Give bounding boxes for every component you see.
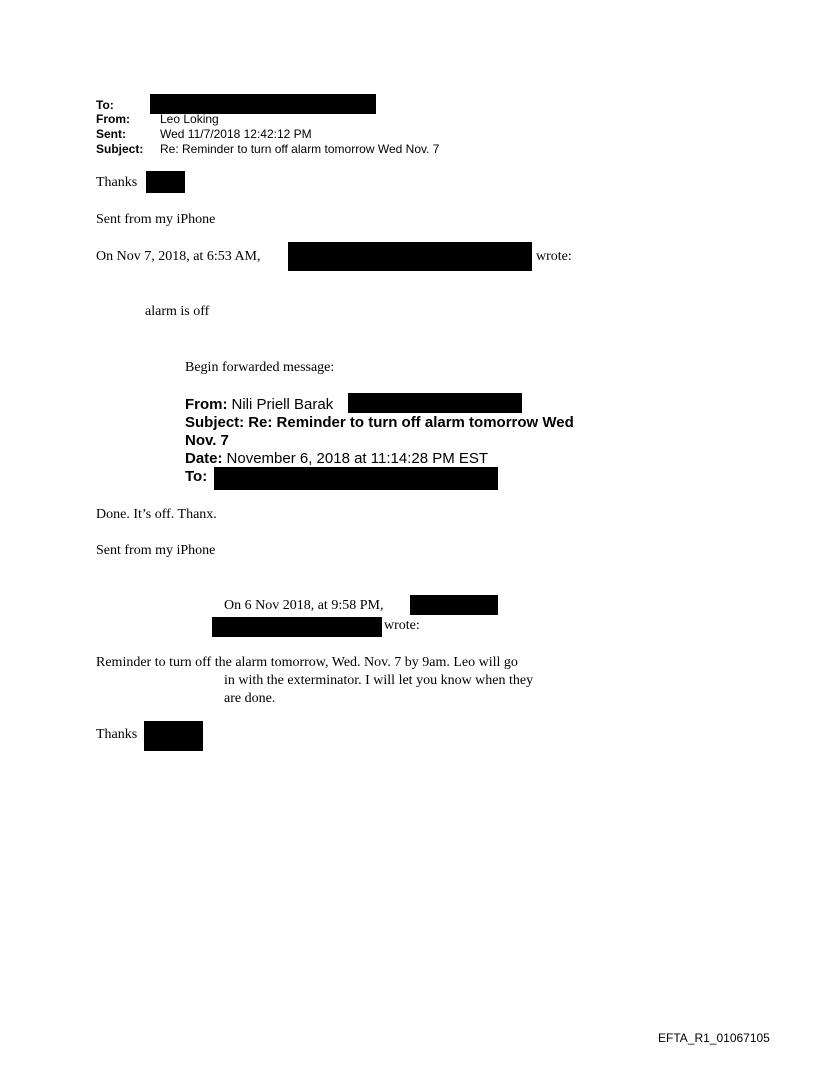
reminder-line-3: are done. bbox=[224, 691, 276, 706]
forwarded-from-value: Nili Priell Barak bbox=[231, 396, 334, 413]
begin-forwarded-text: Begin forwarded message: bbox=[185, 360, 335, 375]
header-from-label: From: bbox=[96, 112, 130, 126]
redaction-to bbox=[150, 94, 376, 114]
redaction-thanks-name-1 bbox=[146, 171, 185, 193]
redaction-sender-2-name bbox=[410, 595, 498, 615]
header-sent-label: Sent: bbox=[96, 127, 126, 141]
header-to-label: To: bbox=[96, 98, 114, 112]
wrote-text-2: wrote: bbox=[384, 618, 420, 633]
wrote-text-1: wrote: bbox=[536, 249, 572, 264]
redaction-forwarded-from-email bbox=[348, 393, 522, 413]
redaction-thanks-name-2 bbox=[144, 721, 203, 751]
header-subject-label: Subject: bbox=[96, 142, 144, 156]
forwarded-subject-value-1: Re: Reminder to turn off alarm tomorrow Wed bbox=[248, 414, 574, 431]
thanks-text-2: Thanks bbox=[96, 727, 138, 742]
forwarded-subject-value-2: Nov. 7 bbox=[185, 432, 229, 449]
forwarded-subject-line bbox=[185, 414, 574, 432]
forwarded-date-label: Date: bbox=[185, 450, 223, 467]
redaction-forwarded-to bbox=[214, 467, 498, 490]
redaction-sender-1 bbox=[288, 242, 532, 271]
on-date-line-1: On Nov 7, 2018, at 6:53 AM, bbox=[96, 249, 261, 264]
forwarded-from-line bbox=[185, 396, 333, 414]
forwarded-date-line bbox=[185, 450, 488, 468]
header-from-value: Leo Loking bbox=[160, 112, 219, 126]
thanks-text-1: Thanks bbox=[96, 175, 138, 190]
redaction-sender-2-email bbox=[212, 617, 382, 637]
sent-from-iphone-2: Sent from my iPhone bbox=[96, 543, 216, 558]
reminder-line-1: Reminder to turn off the alarm tomorrow, Wed. Nov. 7 by 9am. Leo will go bbox=[96, 655, 518, 670]
forwarded-date-value: November 6, 2018 at 11:14:28 PM EST bbox=[226, 450, 489, 467]
forwarded-to-label: To: bbox=[185, 468, 208, 485]
forwarded-subject-label: Subject: bbox=[185, 414, 245, 431]
alarm-off-text: alarm is off bbox=[145, 304, 210, 319]
document-id: EFTA_R1_01067105 bbox=[658, 1031, 770, 1045]
header-sent-value: Wed 11/7/2018 12:42:12 PM bbox=[160, 127, 312, 141]
header-subject-value: Re: Reminder to turn off alarm tomorrow Wed Nov. 7 bbox=[160, 142, 440, 156]
on-date-line-2: On 6 Nov 2018, at 9:58 PM, bbox=[224, 598, 384, 613]
sent-from-iphone-1: Sent from my iPhone bbox=[96, 212, 216, 227]
done-text: Done. It’s off. Thanx. bbox=[96, 507, 217, 522]
forwarded-from-label: From: bbox=[185, 396, 228, 413]
reminder-line-2: in with the exterminator. I will let you know when they bbox=[224, 673, 534, 688]
